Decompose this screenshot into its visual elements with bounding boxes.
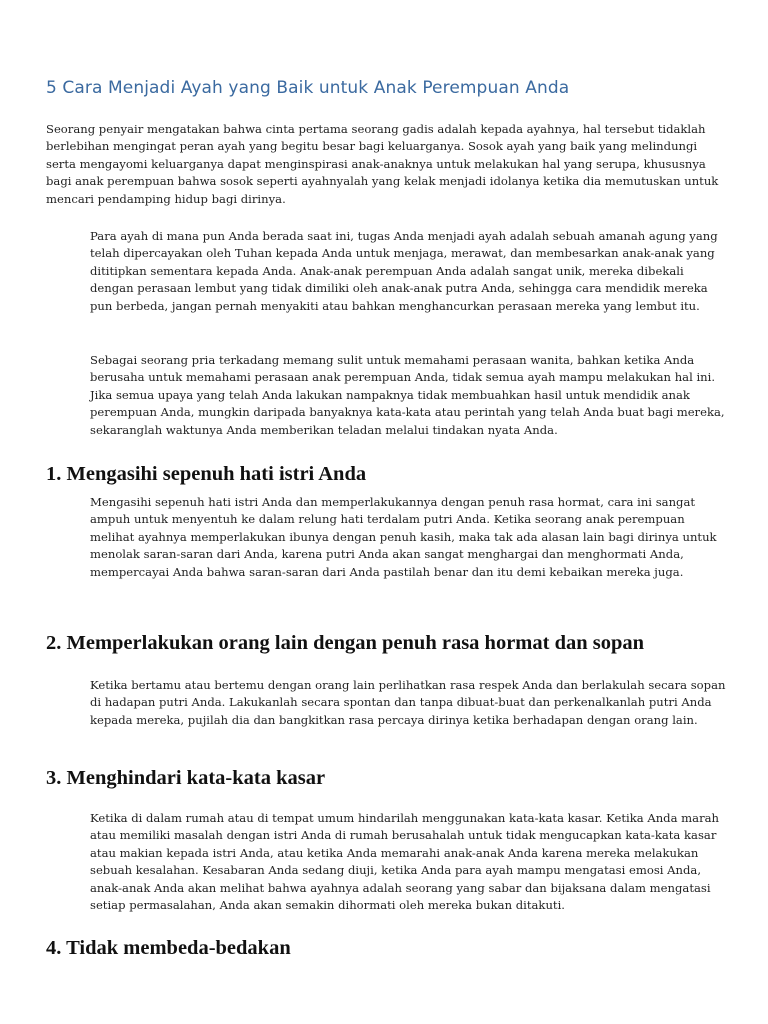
section-heading: 3. Menghindari kata-kata kasar	[46, 767, 326, 789]
body-paragraph: Sebagai seorang pria terkadang memang sulit untuk memahami perasaan wanita, bahkan ketika Anda berusaha untuk memahami perasaan anak perempuan Anda, tidak semua ayah mampu melakukan hal ini. Jika semua upaya yang telah Anda lakukan nampaknya tidak membuahkan hasil untuk mendidik anak perempuan Anda, mungkin daripada banyaknya kata-kata atau perintah yang telah Anda buat bagi mereka, sekaranglah waktunya Anda memberikan teladan melalui tindakan nyata Anda.	[90, 353, 725, 437]
section-heading: 4. Tidak membeda-bedakan	[46, 937, 291, 959]
intro-paragraph: Seorang penyair mengatakan bahwa cinta pertama seorang gadis adalah kepada ayahnya, hal tersebut tidaklah berlebihan mengingat peran ayah yang begitu besar bagi keluarganya. Sosok ayah yang baik yang melindungi serta mengayomi keluarganya dapat menginspirasi anak-anaknya untuk melakukan hal yang serupa, khususnya bagi anak perempuan bahwa sosok seperti ayahnyalah yang kelak menjadi idolanya ketika dia memutuskan untuk mencari pendamping hidup bagi dirinya.	[46, 122, 719, 206]
section-body: Ketika di dalam rumah atau di tempat umum hindarilah menggunakan kata-kata kasar. Ketika Anda marah atau memiliki masalah dengan istri Anda di rumah berusahalah untuk tidak mengucapkan kata-kata kasar atau makian kepada istri Anda, atau ketika Anda memarahi anak-anak Anda karena mereka melakukan sebuah kesalahan. Kesabaran Anda sedang diuji, ketika Anda para ayah mampu mengatasi emosi Anda, anak-anak Anda akan melihat bahwa ayahnya adalah seorang yang sabar dan bijaksana dalam mengatasi setiap permasalahan, Anda akan semakin dihormati oleh mereka bukan ditakuti.	[90, 811, 720, 913]
body-paragraph: Para ayah di mana pun Anda berada saat ini, tugas Anda menjadi ayah adalah sebuah amanah agung yang telah dipercayakan oleh Tuhan kepada Anda untuk menjaga, merawat, dan membesarkan anak-anak yang dititipkan sementara kepada Anda. Anak-anak perempuan Anda adalah sangat unik, mereka dibekali dengan perasaan lembut yang tidak dimiliki oleh anak-anak putra Anda, sehingga cara mendidik mereka pun berbeda, jangan pernah menyakiti atau bahkan menghancurkan perasaan mereka yang lembut itu.	[90, 229, 718, 313]
section-body: Ketika bertamu atau bertemu dengan orang lain perlihatkan rasa respek Anda dan berlakulah secara sopan di hadapan putri Anda. Lakukanlah secara spontan dan tanpa dibuat-buat dan perkenalkanlah putri Anda kepada mereka, pujilah dia dan bangkitkan rasa percaya dirinya ketika berhadapan dengan orang lain.	[90, 678, 726, 727]
section-heading: 1. Mengasihi sepenuh hati istri Anda	[46, 463, 367, 485]
section-heading: 2. Memperlakukan orang lain dengan penuh rasa hormat dan sopan	[46, 632, 645, 654]
document-title: 5 Cara Menjadi Ayah yang Baik untuk Anak Perempuan Anda	[46, 78, 570, 98]
section-body: Mengasihi sepenuh hati istri Anda dan memperlakukannya dengan penuh rasa hormat, cara ini sangat ampuh untuk menyentuh ke dalam relung hati terdalam putri Anda. Ketika seorang anak perempuan melihat ayahnya memperlakukan ibunya dengan penuh kasih, maka tak ada alasan lain bagi dirinya untuk menolak saran-saran dari Anda, karena putri Anda akan sangat menghargai dan menghormati Anda, mempercayai Anda bahwa saran-saran dari Anda pastilah benar dan itu demi kebaikan mereka juga.	[90, 495, 717, 579]
